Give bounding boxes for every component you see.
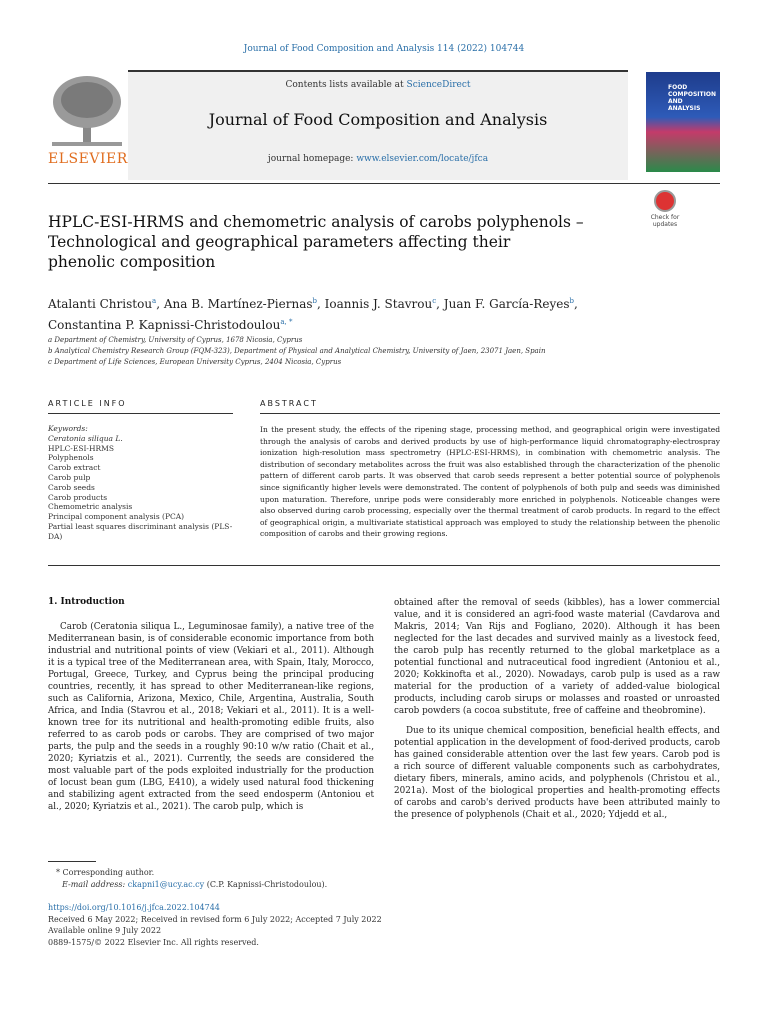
keyword: Carob products — [48, 492, 108, 502]
keywords-list: Keywords: Ceratonia siliqua L. HPLC-ESI-HRMS Polyphenols Carob extract Carob pulp Carob seeds Carob products Chemometric analysis Principal component analysis (PCA) Partial least squares discriminant analysis (PLS-DA) — [48, 424, 233, 541]
journal-cover-image[interactable]: FOOD COMPOSITION AND ANALYSIS — [646, 72, 720, 172]
available-online: Available online 9 July 2022 — [48, 926, 162, 935]
author[interactable]: Constantina P. Kapnissi-Christodoulou — [48, 318, 281, 332]
paragraph: obtained after the removal of seeds (kibbles), has a lower commercial value, and it is considered an agri-food waste material (Cavdarova and Makris, 2014; Van Rijs and Fogliano, 2020). Although it has been neglected for the last decades and survived mainly as a livestock feed, the carob pulp has recently returned to the global marketplace as a potential functional and nutraceutical food ingredient (Antoniou et al., 2020; Kokkinofta et al., 2020). Nowadays, carob pulp is used as a raw material for the production of a variety of added-value biological products, including carob sirups or molasses and roasted or unroasted carob powders (a cocoa substitute, free of caffeine and theobromine). — [394, 598, 720, 716]
author[interactable]: Juan F. García-Reyes — [443, 297, 570, 311]
keyword: Carob seeds — [48, 482, 95, 492]
keyword: Partial least squares discriminant analysis (PLS-DA) — [48, 521, 233, 541]
publication-info — [48, 902, 448, 948]
keyword: Ceratonia siliqua L. — [48, 433, 123, 443]
footnote-rule — [48, 861, 96, 862]
abstract-bottom-rule — [48, 565, 720, 566]
affiliations — [48, 335, 708, 368]
paper-title: HPLC-ESI-HRMS and chemometric analysis of carobs polyphenols – Technological and geographical parameters affecting their phenolic composition — [48, 213, 584, 271]
abstract-text: In the present study, the effects of the ripening stage, processing method, and geographical origin were investigated through the analysis of carobs and derived products by use of high-performance liquid chromatography-electrospray ionization high-resolution mass spectrometry (HPLC-ESI-HRMS), in combination with chemometric analysis. The distribution of secondary metabolites across the fruit was also established through the characterization of the phenolic pattern of different carob parts. It was observed that carob seeds represent a better potential source of polyphenols since significantly higher levels were demonstrated. The content of polyphenols of both pulp and seeds was diminished upon maturation. Therefore, unripe pods were considerably more enriched in polyphenols. Noticeable changes were also observed during carob processing, especially over the thermal treatment of carob products. In regard to the effect of geographical origin, a multivariate statistical approach was employed to study the relationship between the phenolic composition of carobs and their growing regions. — [260, 425, 720, 539]
publisher-name: ELSEVIER — [48, 151, 128, 167]
keyword: Polyphenols — [48, 453, 94, 463]
sciencedirect-link[interactable]: ScienceDirect — [406, 80, 471, 90]
doi-link[interactable]: https://doi.org/10.1016/j.jfca.2022.104744 — [48, 903, 220, 912]
check-for-updates-badge[interactable]: Check for updates — [645, 190, 685, 230]
contents-available: Contents lists available at ScienceDirect — [285, 80, 471, 90]
journal-homepage: journal homepage: www.elsevier.com/locate/jfca — [267, 154, 489, 164]
article-info-rule — [48, 413, 233, 414]
keyword: HPLC-ESI-HRMS — [48, 443, 114, 453]
copyright: 0889-1575/© 2022 Elsevier Inc. All rights reserved. — [48, 937, 259, 947]
intro-right-column — [394, 597, 720, 829]
email-link[interactable]: ckapni1@ucy.ac.cy — [127, 880, 205, 889]
author[interactable]: Atalanti Christou — [48, 297, 153, 311]
footnotes: * Corresponding author. E-mail address: ckapni1@ucy.ac.cy (C.P. Kapnissi-Christodoulou). — [48, 867, 448, 891]
author-list: Atalanti Christou$^a$, Ana B. Martínez-Piernas$^b$, Ioannis J. Stavrou$^c$, Juan F. García-Reyes$^b$, Constantina P. Kapnissi-Christodoulou$^{a, *}$ — [48, 297, 578, 332]
author[interactable]: Ioannis J. Stavrou — [324, 297, 433, 311]
intro-left-column — [48, 621, 374, 821]
header-divider — [48, 183, 720, 184]
abstract-rule — [260, 413, 720, 414]
homepage-link[interactable]: www.elsevier.com/locate/jfca — [356, 154, 489, 164]
author[interactable]: Ana B. Martínez-Piernas — [163, 297, 313, 311]
keyword: Principal component analysis (PCA) — [48, 512, 185, 522]
journal-title: Journal of Food Composition and Analysis — [208, 110, 548, 129]
article-info-heading: ARTICLE INFO — [48, 399, 127, 408]
paragraph: Carob (Ceratonia siliqua L., Leguminosae family), a native tree of the Mediterranean basin, is of considerable economic importance from both industrial and nutritional points of view (Vekiari et al., 2011). Although it is a typical tree of the Mediterranean area, with Spain, Italy, Morocco, Portugal, Greece, Turkey, and Cyprus being the principal producing countries, recently, it has spread to other Mediterranean-like regions, such as California, Arizona, Mexico, Chile, Argentina, Australia, South Africa, and India (Stavrou et al., 2018; Vekiari et al., 2011). It is a well-known tree for its nutritional and health-promoting edible fruits, also referred to as carob pods or carobs. They are comprised of two major parts, the pulp and the seeds in a roughly 90:10 w/w ratio (Chait et al., 2020; Kyriatzis et al., 2021). Currently, the seeds are considered the most valuable part of the pods exploited industrially for the production of locust bean gum (LBG, E410), a widely used natural food thickening and stabilizing agent extracted from the seed endosperm (Antoniou et al., 2020; Kyriatzis et al., 2021). The carob pulp, which is — [48, 622, 374, 812]
keyword: Carob pulp — [48, 472, 91, 482]
abstract-heading: ABSTRACT — [260, 399, 318, 408]
corresponding-author-note: * Corresponding author. — [56, 868, 155, 877]
paragraph: Due to its unique chemical composition, beneficial health effects, and potential application in the development of food-derived products, carob has gained considerable attention over the last few years. Carob pod is a rich source of different valuable components such as carbohydrates, dietary fibers, minerals, amino acids, and polyphenols (Christou et al., 2021a). Most of the biological properties and health-promoting effects of carobs and carob's derived products have been attributed mainly to the presence of polyphenols (Chait et al., 2020; Ydjedd et al., — [394, 726, 720, 820]
keyword: Carob extract — [48, 463, 101, 473]
received-dates: Received 6 May 2022; Received in revised form 6 July 2022; Accepted 7 July 2022 — [48, 914, 382, 924]
bookmark-icon — [654, 190, 676, 212]
affiliation: a Department of Chemistry, University of Cyprus, 1678 Nicosia, Cyprus — [48, 336, 303, 344]
journal-citation[interactable]: Journal of Food Composition and Analysis 114 (2022) 104744 — [243, 44, 525, 54]
journal-header — [128, 70, 628, 180]
affiliation: b Analytical Chemistry Research Group (FQM-323), Department of Physical and Analytical Chemistry, University of Jaen, 23071 Jaen, Spain — [48, 347, 546, 355]
section-heading-introduction: 1. Introduction — [48, 597, 125, 607]
affiliation: c Department of Life Sciences, European University Cyprus, 2404 Nicosia, Cyprus — [48, 358, 342, 366]
keyword: Chemometric analysis — [48, 502, 133, 512]
